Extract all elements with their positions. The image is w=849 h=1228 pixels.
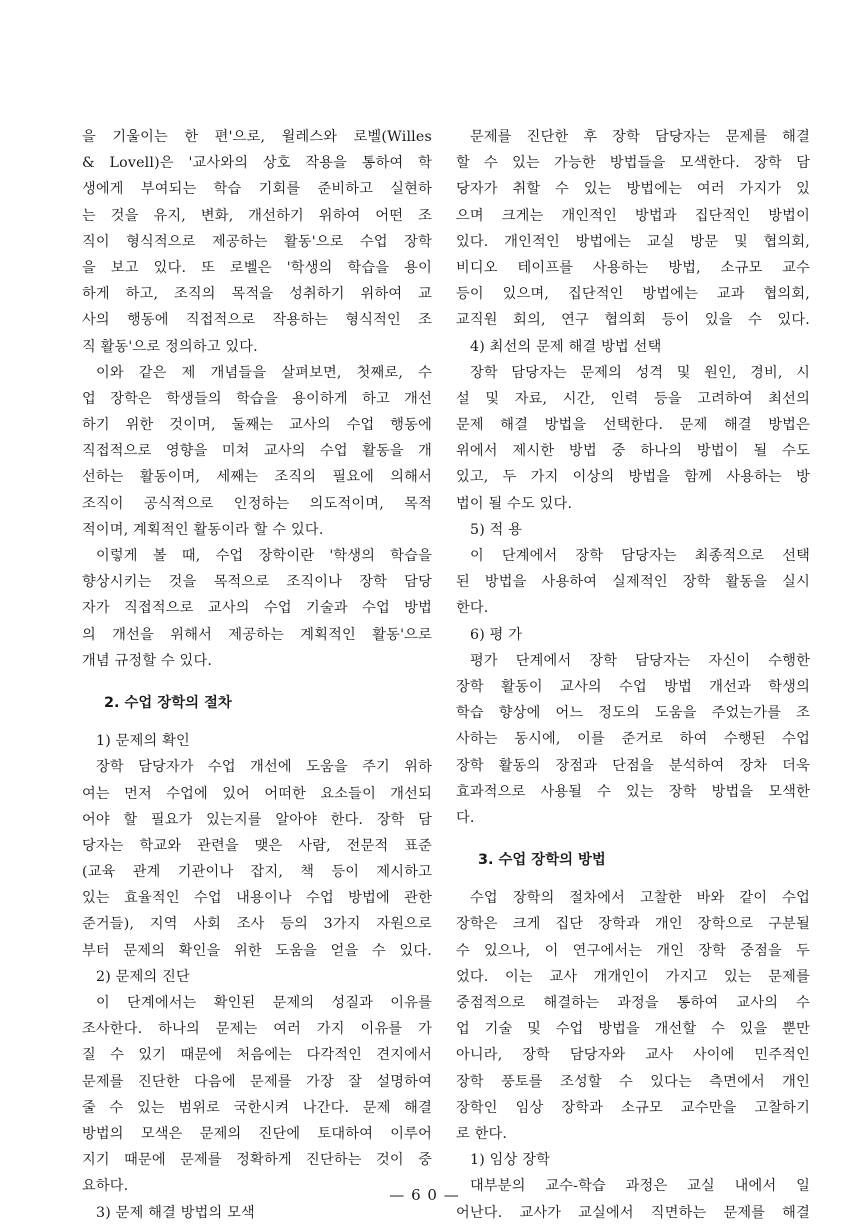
text-line: 을 보고 있다. 또 로벨은 '학생의 학습을 용이 bbox=[82, 259, 432, 276]
text-line: 어야 할 필요가 있는지를 알아야 한다. 장학 담 bbox=[82, 811, 432, 828]
paragraph bbox=[456, 360, 810, 517]
paragraph bbox=[82, 124, 432, 360]
subsection-heading: 6) 평 가 bbox=[470, 626, 523, 643]
section-heading: 2. 수업 장학의 절차 bbox=[104, 694, 232, 711]
text-line: 의 개선을 위해서 제공하는 계획적인 활동'으로 bbox=[82, 626, 432, 643]
text-line: 수 있으나, 이 연구에서는 개인 장학 중점을 두 bbox=[456, 942, 810, 959]
text-line: 수업 장학의 절차에서 고찰한 바와 같이 수업 bbox=[470, 890, 810, 907]
text-line: 업 기술 및 수업 방법을 개선할 수 있을 뿐만 bbox=[456, 1021, 810, 1038]
text-line: 설 및 자료, 시간, 인력 등을 고려하여 최선의 bbox=[456, 390, 810, 407]
text-line: 을 기울이는 한 편'으로, 윌레스와 로벨(Willes bbox=[82, 129, 432, 145]
subsection-heading: 4) 최선의 문제 해결 방법 선택 bbox=[470, 338, 662, 355]
text-line: 다. bbox=[456, 809, 475, 826]
text-line: 지기 때문에 문제를 정확하게 진단하는 것이 중 bbox=[82, 1152, 432, 1169]
text-line: 요하다. bbox=[82, 1178, 129, 1195]
text-line: 교직원 회의, 연구 협의회 등이 있을 수 있다. bbox=[456, 312, 810, 329]
subsection-heading: 5) 적 용 bbox=[470, 521, 523, 538]
left-column bbox=[82, 124, 432, 1226]
text-line: 질 수 있기 때문에 처음에는 다각적인 견지에서 bbox=[82, 1047, 432, 1064]
text-line: 자가 직접적으로 교사의 수업 기술과 수업 방법 bbox=[82, 600, 432, 617]
text-line: 이렇게 볼 때, 수업 장학이란 '학생의 학습을 bbox=[96, 548, 432, 564]
text-line: 문제를 진단한 후 장학 담당자는 문제를 해결 bbox=[470, 129, 810, 145]
text-line: 이 단계에서 장학 담당자는 최종적으로 선택 bbox=[470, 548, 810, 564]
text-line: 선하는 활동이며, 세째는 조직의 필요에 의해서 bbox=[82, 469, 432, 486]
text-line: 아니라, 장학 담당자와 교사 사이에 민주적인 bbox=[456, 1047, 810, 1064]
text-line: 이와 같은 제 개념들을 살펴보면, 첫째로, 수 bbox=[96, 364, 432, 381]
paragraph bbox=[456, 124, 810, 334]
text-line: 장학은 크게 집단 장학과 개인 장학으로 구분될 bbox=[456, 916, 810, 933]
text-line: 등이 있으며, 집단적인 방법에는 교과 협의회, bbox=[456, 286, 810, 303]
text-line: 생에게 부여되는 학습 기회를 준비하고 실현하 bbox=[82, 181, 432, 198]
text-line: 준거들), 지역 사회 조사 등의 3가지 자원으로 bbox=[82, 916, 432, 933]
text-line: 직접적으로 영향을 미쳐 교사의 수업 활동을 개 bbox=[82, 443, 432, 460]
text-line: 대부분의 교수-학습 과정은 교실 내에서 일 bbox=[470, 1178, 810, 1195]
paragraph bbox=[82, 543, 432, 674]
text-line: 문제 해결 방법을 선택한다. 문제 해결 방법은 bbox=[456, 417, 810, 434]
text-line: 학습 향상에 어느 정도의 도움을 주었는가를 조 bbox=[456, 705, 810, 722]
text-line: 방법의 모색은 문제의 진단에 토대하여 이루어 bbox=[82, 1125, 432, 1142]
text-line: 향상시키는 것을 목적으로 조직이나 장학 담당 bbox=[82, 574, 432, 591]
text-line: 업 장학은 학생들의 학습을 용이하게 하고 개선 bbox=[82, 390, 432, 407]
text-line: 있는 효율적인 수업 내용이나 수업 방법에 관한 bbox=[82, 890, 432, 907]
text-line: 문제를 진단한 다음에 문제를 가장 잘 설명하여 bbox=[82, 1073, 432, 1090]
text-line: 는 것을 유지, 변화, 개선하기 위하여 어떤 조 bbox=[82, 207, 432, 224]
page-number: — 6 0 — bbox=[389, 1186, 460, 1204]
paragraph bbox=[82, 754, 432, 964]
text-line: 하기 위한 것이며, 둘째는 교사의 수업 행동에 bbox=[82, 417, 432, 434]
text-line: (교육 관계 기관이나 잡지, 책 등이 제시하고 bbox=[82, 864, 432, 881]
text-line: 평가 단계에서 장학 담당자는 자신이 수행한 bbox=[470, 652, 810, 669]
text-line: 하게 하고, 조직의 목적을 성취하기 위하여 교 bbox=[82, 286, 432, 303]
paragraph bbox=[456, 543, 810, 622]
text-line: 적이며, 계획적인 활동이라 할 수 있다. bbox=[82, 521, 324, 538]
text-line: 줄 수 있는 범위로 국한시켜 나간다. 문제 해결 bbox=[82, 1099, 432, 1116]
text-line: 사의 행동에 직접적으로 작용하는 형식적인 조 bbox=[82, 312, 432, 329]
text-line: 된 방법을 사용하여 실제적인 장학 활동을 실시 bbox=[456, 574, 810, 591]
text-line: 있다. 개인적인 방법에는 교실 방문 및 협의회, bbox=[456, 233, 810, 250]
text-line: 어난다. 교사가 교실에서 직면하는 문제를 해결 bbox=[456, 1204, 810, 1221]
text-line: 조사한다. 하나의 문제는 여러 가지 이유를 가 bbox=[82, 1021, 432, 1038]
text-line: 이 단계에서는 확인된 문제의 성질과 이유를 bbox=[96, 995, 432, 1011]
subsection-heading: 2) 문제의 진단 bbox=[96, 968, 190, 985]
subsection-heading: 3) 문제 해결 방법의 모색 bbox=[96, 1204, 255, 1221]
text-line: 효과적으로 사용될 수 있는 장학 방법을 모색한 bbox=[456, 783, 810, 800]
text-line: 여는 먼저 수업에 있어 어떠한 요소들이 개선되 bbox=[82, 785, 432, 802]
text-line: & Lovell)은 '교사와의 상호 작용을 통하여 학 bbox=[82, 155, 432, 172]
text-line: 부터 문제의 확인을 위한 도움을 얻을 수 있다. bbox=[82, 942, 432, 959]
text-line: 으며 크게는 개인적인 방법과 집단적인 방법이 bbox=[456, 207, 810, 224]
text-line: 한다. bbox=[456, 600, 489, 617]
text-line: 할 수 있는 가능한 방법들을 모색한다. 장학 담 bbox=[456, 155, 810, 172]
subsection-heading: 1) 임상 장학 bbox=[470, 1152, 551, 1169]
text-line: 장학인 임상 장학과 소규모 교수만을 고찰하기 bbox=[456, 1099, 810, 1116]
section-heading: 3. 수업 장학의 방법 bbox=[478, 852, 606, 869]
paragraph bbox=[456, 648, 810, 831]
text-line: 장학 담당자는 문제의 성격 및 원인, 경비, 시 bbox=[470, 364, 810, 381]
text-line: 위에서 제시한 방법 중 하나의 방법이 될 수도 bbox=[456, 443, 810, 460]
subsection-heading: 1) 문제의 확인 bbox=[96, 733, 190, 750]
text-line: 직 활동'으로 정의하고 있다. bbox=[82, 338, 258, 355]
right-column bbox=[456, 124, 810, 1226]
text-line: 개념 규정할 수 있다. bbox=[82, 652, 213, 669]
text-line: 장학 담당자가 수업 개선에 도움을 주기 위하 bbox=[96, 759, 432, 776]
text-line: 장학 풍토를 조성할 수 있다는 측면에서 개인 bbox=[456, 1073, 810, 1090]
paragraph bbox=[82, 990, 432, 1200]
text-line: 장학 활동이 교사의 수업 방법 개선과 학생의 bbox=[456, 678, 810, 695]
text-line: 조직이 공식적으로 인정하는 의도적이며, 목적 bbox=[82, 495, 432, 512]
text-line: 당자가 취할 수 있는 방법에는 여러 가지가 있 bbox=[456, 181, 810, 198]
paragraph bbox=[456, 885, 810, 1147]
text-line: 있고, 두 가지 이상의 방법을 함께 사용하는 방 bbox=[456, 469, 810, 486]
text-line: 장학 활동의 장점과 단점을 분석하여 장차 더욱 bbox=[456, 757, 810, 774]
text-line: 직이 형식적으로 제공하는 활동'으로 수업 장학 bbox=[82, 233, 432, 250]
text-line: 사하는 동시에, 이를 준거로 하여 수행된 수업 bbox=[456, 731, 810, 748]
text-line: 법이 될 수도 있다. bbox=[456, 495, 573, 512]
text-line: 비디오 테이프를 사용하는 방법, 소규모 교수 bbox=[456, 259, 810, 276]
text-line: 로 한다. bbox=[456, 1125, 508, 1142]
text-line: 중점적으로 해결하는 과정을 통하여 교사의 수 bbox=[456, 995, 810, 1011]
text-line: 었다. 이는 교사 개개인이 가지고 있는 문제를 bbox=[456, 968, 810, 985]
text-line: 당자는 학교와 관련을 맺은 사람, 전문적 표준 bbox=[82, 837, 432, 854]
paragraph bbox=[82, 360, 432, 543]
